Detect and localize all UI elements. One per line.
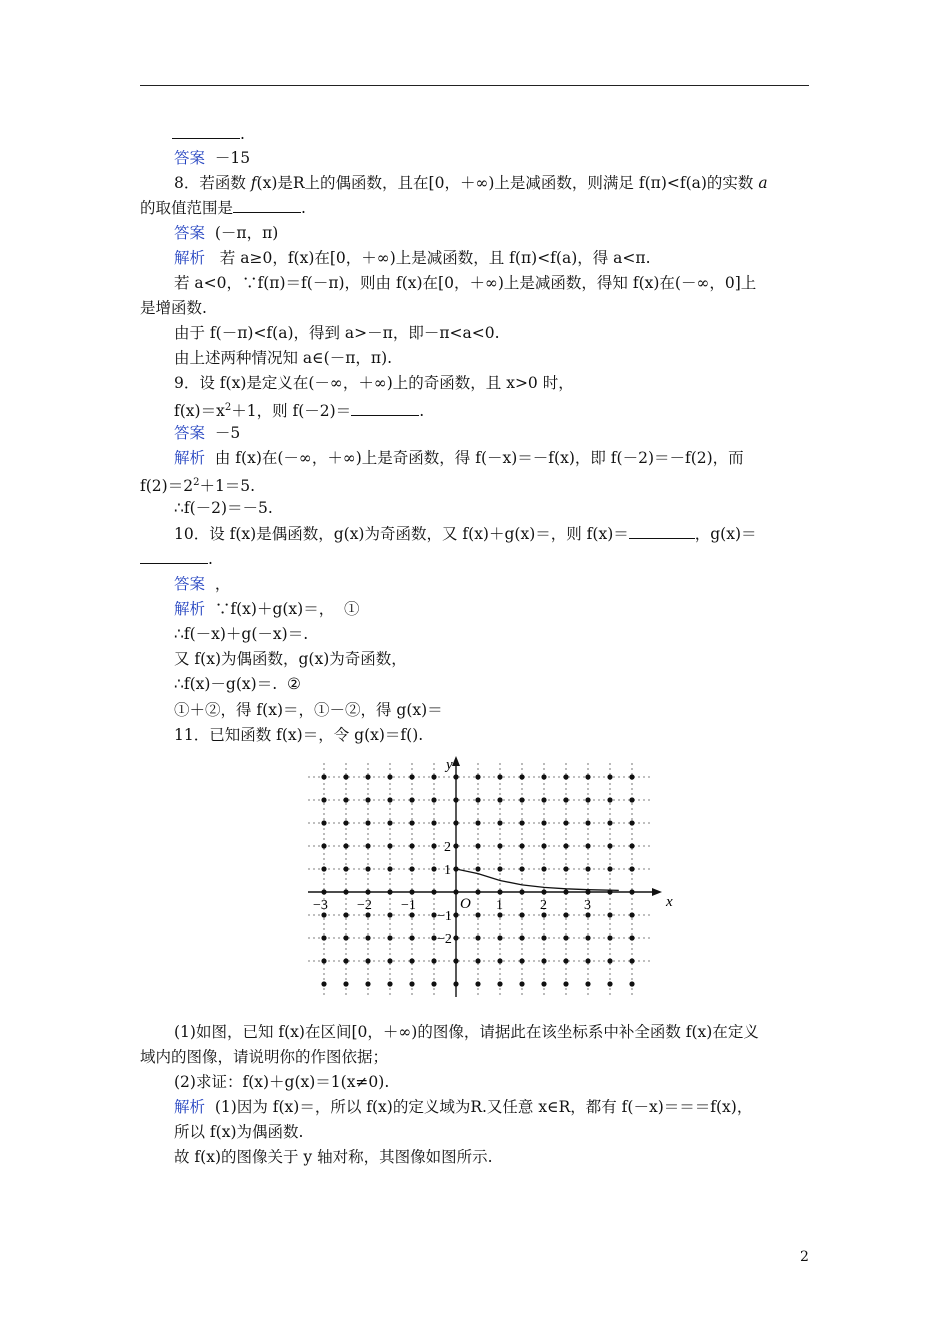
grid-point: [409, 912, 414, 917]
grid-point: [497, 774, 502, 779]
analysis-9-line1: 解析 由 f(x)在(－∞，＋∞)上是奇函数，得 f(－x)＝－f(x)，即 f(－2)＝－f(2)，而: [174, 449, 744, 467]
grid-point: [475, 958, 480, 963]
analysis-10-line1: 解析 ∵f(x)＋g(x)＝， ①: [174, 600, 360, 618]
grid-point: [497, 912, 502, 917]
blank-line: .: [172, 124, 245, 144]
grid-point: [585, 866, 590, 871]
x-tick-label: −3: [313, 898, 328, 913]
answer-10: 答案 ，: [174, 575, 231, 593]
grid-point: [519, 820, 524, 825]
grid-point: [563, 843, 568, 848]
grid-point: [475, 797, 480, 802]
grid-point: [431, 912, 436, 917]
grid-point: [519, 843, 524, 848]
grid-point: [585, 797, 590, 802]
answer-9: 答案 －5: [174, 424, 241, 442]
grid-point: [541, 866, 546, 871]
grid-point: [497, 981, 502, 986]
grid-point: [563, 935, 568, 940]
grid-point: [607, 866, 612, 871]
grid-point: [365, 912, 370, 917]
grid-point: [541, 981, 546, 986]
grid-point: [387, 912, 392, 917]
analysis-8-line4: 由于 f(－π)<f(a)，得到 a>－π，即－π<a<0.: [174, 324, 500, 342]
y-axis-arrow: [452, 756, 460, 766]
question-9-cont: $f(x)=x^2+1$，则 f(－2)＝ .: [174, 402, 425, 421]
grid-point: [321, 774, 326, 779]
grid-point: [629, 774, 634, 779]
question-11: 11．已知函数 f(x)＝，令 g(x)＝f().: [174, 726, 424, 744]
grid-point: [607, 912, 612, 917]
grid-point: [541, 958, 546, 963]
grid-point: [629, 935, 634, 940]
x-axis-arrow: [652, 888, 662, 896]
answer-7: 答案 －15: [174, 149, 251, 167]
grid-point: [519, 935, 524, 940]
grid-point: [409, 820, 414, 825]
origin-label: O: [460, 896, 471, 912]
grid-point: [343, 774, 348, 779]
grid-point: [585, 820, 590, 825]
grid-point: [409, 843, 414, 848]
grid-point: [365, 981, 370, 986]
grid-point: [431, 958, 436, 963]
grid-point: [607, 935, 612, 940]
y-tick-label: 1: [444, 863, 451, 878]
grid-point: [365, 774, 370, 779]
grid-point: [365, 935, 370, 940]
grid-point: [387, 981, 392, 986]
question-8: 8．若函数 f(x)是R上的偶函数，且在[0，＋∞)上是减函数，则满足 f(π)<f(a)的实数 a: [174, 174, 768, 192]
grid-point: [607, 981, 612, 986]
grid-point: [475, 935, 480, 940]
grid-point: [585, 774, 590, 779]
grid-point: [585, 843, 590, 848]
grid-point: [497, 797, 502, 802]
grid-point: [563, 981, 568, 986]
grid-point: [607, 774, 612, 779]
grid-point: [365, 820, 370, 825]
grid-point: [475, 981, 480, 986]
grid-point: [563, 912, 568, 917]
grid-point: [519, 958, 524, 963]
grid-point: [343, 843, 348, 848]
grid-point: [343, 912, 348, 917]
x-tick-label: 2: [540, 898, 547, 913]
grid-point: [431, 981, 436, 986]
grid-point: [321, 935, 326, 940]
x-axis-label: x: [666, 894, 673, 910]
grid-point: [563, 774, 568, 779]
grid-point: [387, 843, 392, 848]
grid-point: [563, 866, 568, 871]
grid-point: [387, 935, 392, 940]
grid-point: [409, 866, 414, 871]
grid-point: [431, 820, 436, 825]
grid-point: [563, 820, 568, 825]
grid-point: [541, 774, 546, 779]
grid-point: [343, 820, 348, 825]
analysis-8-line5: 由上述两种情况知 a∈(－π，π).: [174, 349, 393, 367]
grid-point: [519, 797, 524, 802]
grid-point: [321, 797, 326, 802]
analysis-8-line3: 是增函数.: [140, 299, 207, 317]
grid-point: [343, 958, 348, 963]
grid-point: [585, 935, 590, 940]
analysis-10-line5: ①＋②，得 f(x)＝，①－②，得 g(x)＝: [174, 701, 443, 719]
grid-point: [629, 958, 634, 963]
grid-point: [387, 774, 392, 779]
y-tick-label: −1: [437, 909, 452, 924]
grid-point: [431, 774, 436, 779]
grid-point: [607, 843, 612, 848]
grid-point: [563, 958, 568, 963]
analysis-10-line3: 又 f(x)为偶函数，g(x)为奇函数，: [174, 650, 407, 668]
grid-point: [519, 774, 524, 779]
analysis-9-line3: ∴f(－2)＝－5.: [174, 499, 273, 517]
analysis-8-line1: 解析 若 a≥0，f(x)在[0，＋∞)上是减函数，且 f(π)<f(a)，得 a<π.: [174, 249, 651, 267]
grid-point: [563, 797, 568, 802]
grid-point: [629, 981, 634, 986]
header-rule: [140, 85, 809, 86]
grid-point: [629, 797, 634, 802]
grid-point: [365, 843, 370, 848]
analysis-8-line2: 若 a<0，∵f(π)＝f(－π)，则由 f(x)在[0，＋∞)上是减函数，得知 f(x)在(－∞，0]上: [174, 274, 757, 292]
grid-point: [629, 912, 634, 917]
grid-point: [475, 820, 480, 825]
grid-point: [409, 935, 414, 940]
grid-point: [321, 866, 326, 871]
grid-point: [541, 797, 546, 802]
grid-point: [541, 820, 546, 825]
grid-point: [497, 843, 502, 848]
grid-point: [409, 981, 414, 986]
grid-point: [321, 981, 326, 986]
grid-point: [541, 935, 546, 940]
grid-point: [629, 820, 634, 825]
analysis-11-line2: 所以 f(x)为偶函数.: [174, 1123, 304, 1141]
grid-point: [585, 958, 590, 963]
function-curve: [456, 869, 619, 890]
grid-point: [607, 958, 612, 963]
grid-point: [497, 958, 502, 963]
analysis-10-line2: ∴f(－x)＋g(－x)＝.: [174, 625, 309, 643]
grid-point: [585, 912, 590, 917]
y-tick-label: 2: [444, 840, 451, 855]
grid-point: [321, 843, 326, 848]
grid-point: [541, 843, 546, 848]
answer-8: 答案 (－π，π): [174, 224, 279, 242]
grid-point: [431, 866, 436, 871]
grid-point: [497, 866, 502, 871]
grid-point: [387, 866, 392, 871]
grid-point: [387, 797, 392, 802]
grid-point: [365, 797, 370, 802]
x-tick-label: −2: [357, 898, 372, 913]
grid-point: [321, 912, 326, 917]
question-10: 10．设 f(x)是偶函数，g(x)为奇函数，又 f(x)＋g(x)＝，则 f(x)＝ ，g(x)＝: [174, 525, 757, 543]
question-10-blank: .: [140, 549, 213, 569]
grid-point: [409, 797, 414, 802]
grid-point: [343, 797, 348, 802]
grid-point: [629, 843, 634, 848]
question-11-part1: (1)如图，已知 f(x)在区间[0，＋∞)的图像，请据此在该坐标系中补全函数 f(x)在定义: [174, 1023, 759, 1041]
grid-point: [607, 820, 612, 825]
y-axis-label: y: [446, 757, 453, 773]
grid-point: [365, 958, 370, 963]
grid-point: [585, 981, 590, 986]
question-9: 9．设 f(x)是定义在(－∞，＋∞)上的奇函数，且 x>0 时，: [174, 374, 574, 392]
grid-point: [607, 797, 612, 802]
page-number: 2: [800, 1249, 809, 1265]
grid-point: [387, 820, 392, 825]
question-11-part1-cont: 域内的图像，请说明你的作图依据；: [140, 1048, 389, 1066]
grid-point: [343, 935, 348, 940]
grid-point: [519, 866, 524, 871]
grid-point: [431, 843, 436, 848]
grid-point: [343, 981, 348, 986]
analysis-11-line3: 故 f(x)的图像关于 y 轴对称，其图像如图所示.: [174, 1148, 493, 1166]
answer-label: 答案: [174, 149, 206, 167]
grid-point: [365, 866, 370, 871]
grid-point: [387, 958, 392, 963]
x-tick-label: 1: [496, 898, 503, 913]
grid-point: [497, 820, 502, 825]
grid-point: [409, 774, 414, 779]
grid-point: [321, 958, 326, 963]
grid-point: [431, 935, 436, 940]
grid-point: [497, 935, 502, 940]
y-tick-label: −2: [437, 932, 452, 947]
question-11-part2: (2)求证：f(x)＋g(x)＝1(x≠0).: [174, 1073, 390, 1091]
analysis-9-line2: $f(2)=2^2+1=5$.: [140, 477, 256, 496]
grid-point: [519, 912, 524, 917]
grid-point: [519, 981, 524, 986]
grid-point: [431, 797, 436, 802]
grid-point: [475, 912, 480, 917]
grid-point: [541, 912, 546, 917]
x-tick-label: 3: [584, 898, 591, 913]
x-tick-label: −1: [401, 898, 416, 913]
analysis-10-line4: ∴f(x)－g(x)＝. ②: [174, 675, 301, 693]
question-8-cont: 的取值范围是 .: [140, 199, 306, 217]
grid-point: [475, 774, 480, 779]
grid-point: [343, 866, 348, 871]
grid-point: [475, 843, 480, 848]
coordinate-figure: [300, 755, 680, 1005]
grid-point: [629, 866, 634, 871]
grid-point: [475, 866, 480, 871]
analysis-11-line1: 解析 (1)因为 f(x)＝，所以 f(x)的定义域为R.又任意 x∈R，都有 f(－x)＝＝＝f(x)，: [174, 1098, 753, 1116]
grid-point: [409, 958, 414, 963]
grid-point: [321, 820, 326, 825]
